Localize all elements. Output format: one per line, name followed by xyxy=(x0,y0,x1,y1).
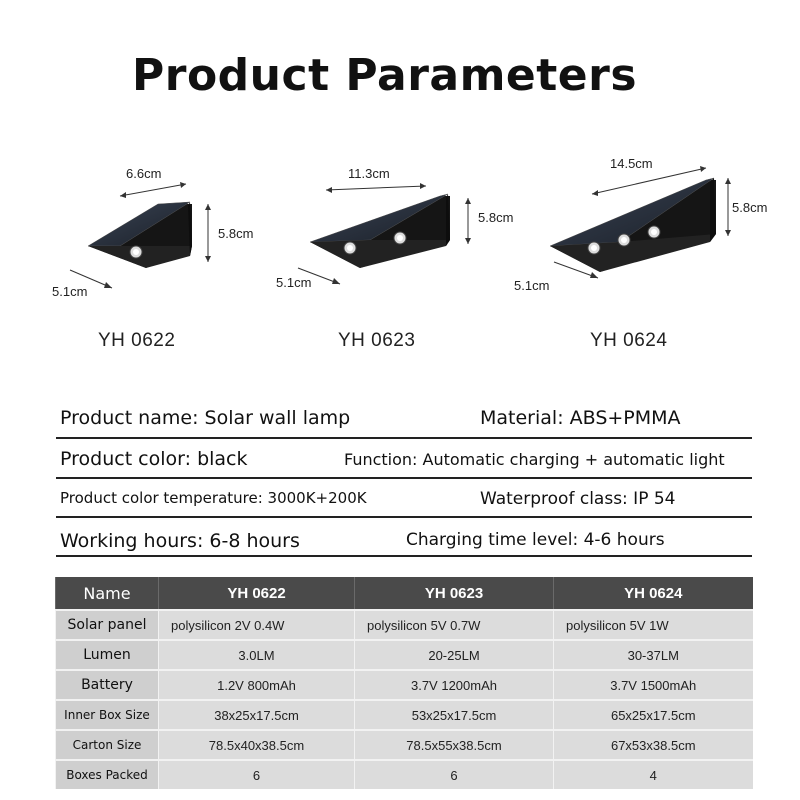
table-cell: 78.5x40x38.5cm xyxy=(159,730,355,760)
table-cell: 20-25LM xyxy=(355,640,554,670)
function: Function: Automatic charging + automatic light xyxy=(344,450,725,469)
table-cell: 6 xyxy=(159,760,355,789)
table-cell: 53x25x17.5cm xyxy=(355,700,554,730)
product-yh0624 xyxy=(510,150,800,360)
height-label: 5.8cm xyxy=(732,200,768,215)
table-row xyxy=(56,730,753,760)
product-color: Product color: black xyxy=(60,448,248,470)
table-cell: 3.7V 1200mAh xyxy=(355,670,554,700)
charging-time: Charging time level: 4-6 hours xyxy=(406,530,665,550)
column-header: YH 0623 xyxy=(355,577,554,610)
row-label: Battery xyxy=(56,670,159,700)
param-row-2 xyxy=(56,439,752,479)
product-name: Product name: Solar wall lamp xyxy=(60,407,351,429)
waterproof-class: Waterproof class: IP 54 xyxy=(480,489,676,509)
width-label: 11.3cm xyxy=(348,166,390,181)
table-cell: polysilicon 5V 0.7W xyxy=(355,610,554,640)
param-row-3 xyxy=(56,479,752,518)
row-label: Carton Size xyxy=(56,730,159,760)
color-temperature: Product color temperature: 3000K+200K xyxy=(60,489,367,507)
depth-label: 5.1cm xyxy=(52,284,88,299)
model-label: YH 0623 xyxy=(338,330,416,351)
column-header: YH 0624 xyxy=(554,577,753,610)
table-cell: 65x25x17.5cm xyxy=(554,700,753,730)
param-row-1 xyxy=(56,400,752,439)
row-label: Solar panel xyxy=(56,610,159,640)
param-row-4 xyxy=(56,518,752,557)
product-yh0622 xyxy=(40,150,290,360)
table-cell: 67x53x38.5cm xyxy=(554,730,753,760)
height-label: 5.8cm xyxy=(478,210,514,225)
width-label: 14.5cm xyxy=(610,156,653,171)
row-label: Lumen xyxy=(56,640,159,670)
row-label: Boxes Packed xyxy=(56,760,159,789)
spec-table xyxy=(55,577,753,789)
table-header-row xyxy=(56,577,753,610)
table-cell: 1.2V 800mAh xyxy=(159,670,355,700)
page-title: Product Parameters xyxy=(132,50,638,101)
depth-label: 5.1cm xyxy=(514,278,550,293)
table-row xyxy=(56,700,753,730)
table-cell: 6 xyxy=(355,760,554,789)
width-label: 6.6cm xyxy=(126,166,162,181)
column-header: YH 0622 xyxy=(159,577,355,610)
lamp-yh0624-illustration xyxy=(510,150,800,290)
lamp-yh0622-illustration xyxy=(40,150,290,290)
table-row xyxy=(56,640,753,670)
model-label: YH 0622 xyxy=(98,330,176,351)
row-label: Inner Box Size xyxy=(56,700,159,730)
table-row xyxy=(56,610,753,640)
table-cell: 4 xyxy=(554,760,753,789)
table-cell: 78.5x55x38.5cm xyxy=(355,730,554,760)
table-cell: polysilicon 5V 1W xyxy=(554,610,753,640)
table-row xyxy=(56,670,753,700)
table-cell: 30-37LM xyxy=(554,640,753,670)
table-cell: polysilicon 2V 0.4W xyxy=(159,610,355,640)
table-row xyxy=(56,760,753,789)
model-label: YH 0624 xyxy=(590,330,668,351)
working-hours: Working hours: 6-8 hours xyxy=(60,530,300,552)
material: Material: ABS+PMMA xyxy=(480,407,681,429)
product-yh0623 xyxy=(270,150,530,360)
depth-label: 5.1cm xyxy=(276,275,312,290)
table-cell: 3.7V 1500mAh xyxy=(554,670,753,700)
table-cell: 3.0LM xyxy=(159,640,355,670)
column-header: Name xyxy=(56,577,159,610)
table-cell: 38x25x17.5cm xyxy=(159,700,355,730)
height-label: 5.8cm xyxy=(218,226,254,241)
